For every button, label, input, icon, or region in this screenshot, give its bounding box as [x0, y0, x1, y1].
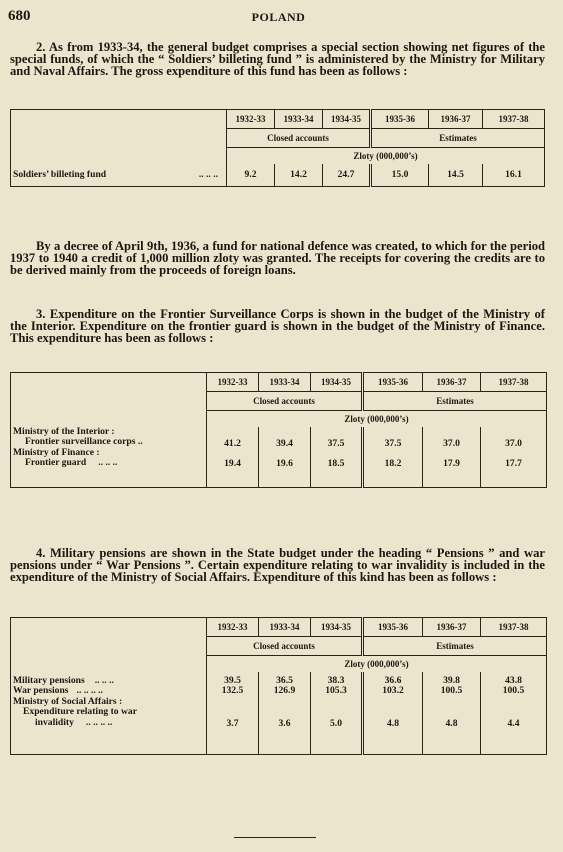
table3-year-6: 1937-38 [481, 618, 547, 637]
frontier-guard-label [13, 458, 204, 468]
expenditure-dots: .. .. .. .. [85, 716, 113, 728]
table3-row-labels [11, 672, 207, 754]
table1-year-1: 1932-33 [227, 110, 275, 129]
table1-estimates: Estimates [371, 129, 545, 148]
table3-value-col [363, 672, 423, 754]
table3-value: 3.6 [278, 717, 291, 729]
table2-estimates: Estimates [363, 392, 547, 411]
table2-value-col [363, 427, 423, 487]
table2-stub-header [11, 373, 207, 411]
table2-closed-accounts: Closed accounts [207, 392, 363, 411]
table1-value: 14.5 [429, 164, 483, 186]
table3-closed-accounts: Closed accounts [207, 637, 363, 656]
paragraph-2-text: 2. As from 1933-34, the general budget comprises a special section showing net figures of the special funds, of which the “ Soldiers’ billeting fund ” is administered by the Ministry for Military and Naval Affairs. The gross expenditure of this fund has been as follows : [10, 40, 545, 79]
table2-row-labels [11, 427, 207, 487]
table2-value-col [311, 427, 363, 487]
footer-rule [234, 837, 316, 838]
ministry-finance-label: Ministry of Finance : [13, 446, 100, 458]
page-number: 680 [8, 8, 31, 24]
table2-year-4: 1935-36 [363, 373, 423, 392]
expenditure-label-2 [13, 718, 204, 728]
table2-value-col [423, 427, 481, 487]
table2-value: 37.0 [505, 438, 522, 449]
table2-value: 17.7 [505, 458, 522, 470]
frontier-table [10, 372, 547, 488]
page-header [8, 8, 549, 26]
table2-year-5: 1936-37 [423, 373, 481, 392]
table2-value-col [481, 427, 547, 487]
table2-value: 17.9 [443, 458, 460, 470]
table3-value: 4.8 [445, 717, 458, 729]
page-title: POLAND [251, 10, 306, 24]
table1-year-5: 1936-37 [429, 110, 483, 129]
war-pensions-dots: .. .. .. .. [76, 685, 103, 697]
paragraph-2 [10, 41, 545, 78]
table3-value-col [481, 672, 547, 754]
table2-value: 41.2 [224, 438, 241, 449]
table2-year-2: 1933-34 [259, 373, 311, 392]
table3-value-col [207, 672, 259, 754]
table3-year-4: 1935-36 [363, 618, 423, 637]
table1-value: 16.1 [483, 164, 545, 186]
table3-value: 5.0 [330, 717, 342, 729]
paragraph-3-text: 3. Expenditure on the Frontier Surveillance Corps is shown in the budget of the Ministry of the Interior. Expenditure on the frontier guard is shown in the budget of the Ministry of Finance. This expenditure has been as follows : [10, 307, 545, 346]
table3-value: 36.6 [384, 675, 402, 686]
table1-value: 9.2 [227, 164, 275, 186]
war-pensions-text: War pensions [13, 685, 69, 697]
table3-value: 3.7 [226, 717, 239, 729]
table2-value: 37.0 [443, 438, 460, 449]
paragraph-3 [10, 308, 545, 345]
table1-year-4: 1935-36 [371, 110, 429, 129]
table2-value: 37.5 [327, 438, 345, 449]
table3-value: 38.3 [327, 675, 345, 686]
table1-value: 24.7 [323, 164, 371, 186]
military-pensions-text: Military pensions [13, 675, 85, 686]
table3-estimates: Estimates [363, 637, 547, 656]
table3-value-col [259, 672, 311, 754]
table2-value: 37.5 [384, 438, 402, 449]
table1-year-2: 1933-34 [275, 110, 323, 129]
table3-spacer [11, 656, 207, 673]
table1-closed-accounts: Closed accounts [227, 129, 371, 148]
table1-spacer [11, 148, 227, 165]
table3-value-col [311, 672, 363, 754]
table3-value: 39.5 [224, 675, 241, 686]
table3-value: 100.5 [440, 685, 463, 697]
table3-year-5: 1936-37 [423, 618, 481, 637]
paragraph-decree [10, 240, 545, 277]
soldiers-billeting-table [10, 109, 545, 187]
table2-value-col [207, 427, 259, 487]
expenditure-label-1: Expenditure relating to war [23, 706, 137, 718]
table3-value: 36.5 [276, 675, 293, 686]
table3-unit: Zloty (000,000’s) [207, 656, 547, 673]
table3-year-3: 1934-35 [311, 618, 363, 637]
paragraph-decree-text: By a decree of April 9th, 1936, a fund for national defence was created, to which for the period 1937 to 1940 a credit of 1,000 million zloty was granted. The receipts for covering the credits are to be derived mainly from the proceeds of foreign loans. [10, 239, 545, 278]
paragraph-4-text: 4. Military pensions are shown in the State budget under the heading “ Pensions ” and war pensions under “ War Pensions ”. Certain expenditure relating to war invalidity is included in the expenditure of the Ministry of Social Affairs. Expenditure of this kind has been as follows : [10, 546, 545, 585]
table3-value: 126.9 [273, 685, 296, 697]
expenditure-line2-text: invalidity [35, 716, 74, 728]
ministry-social-label: Ministry of Social Affairs : [13, 695, 123, 707]
table1-value: 14.2 [275, 164, 323, 186]
table2-value: 18.5 [327, 458, 345, 470]
table3-value: 105.3 [325, 685, 347, 697]
table2-value: 19.6 [276, 458, 293, 470]
table2-value-col [259, 427, 311, 487]
paragraph-4 [10, 547, 545, 584]
table1-value: 15.0 [371, 164, 429, 186]
frontier-corps-label: Frontier surveillance corps .. [25, 436, 143, 448]
table2-value: 39.4 [276, 438, 293, 449]
table1-leader-dots: .. .. .. [198, 168, 218, 180]
table2-spacer [11, 411, 207, 428]
table1-unit: Zloty (000,000’s) [227, 148, 545, 165]
table3-value: 39.8 [443, 675, 460, 686]
table2-year-6: 1937-38 [481, 373, 547, 392]
frontier-guard-dots: .. .. .. [98, 457, 118, 469]
table3-year-2: 1933-34 [259, 618, 311, 637]
table2-year-3: 1934-35 [311, 373, 363, 392]
table3-value: 43.8 [505, 675, 522, 686]
table3-value: 4.4 [507, 717, 520, 729]
table2-unit: Zloty (000,000’s) [207, 411, 547, 428]
table3-year-1: 1932-33 [207, 618, 259, 637]
frontier-guard-text: Frontier guard [25, 457, 87, 469]
table1-year-6: 1937-38 [483, 110, 545, 129]
table2-year-1: 1932-33 [207, 373, 259, 392]
table3-value-col [423, 672, 481, 754]
pensions-table [10, 617, 547, 755]
table3-value: 4.8 [387, 717, 399, 729]
table3-stub-header [11, 618, 207, 656]
ministry-interior-label: Ministry of the Interior : [13, 426, 115, 437]
table1-stub-header [11, 110, 227, 148]
table3-value: 132.5 [221, 685, 244, 697]
table2-value: 19.4 [224, 458, 241, 470]
military-pensions-dots: .. .. .. [94, 675, 114, 686]
soldiers-billeting-label: Soldiers’ billeting fund [13, 168, 107, 180]
table3-value: 100.5 [502, 685, 525, 697]
table3-value: 103.2 [382, 685, 404, 697]
table1-row-label [11, 164, 227, 186]
table1-year-3: 1934-35 [323, 110, 371, 129]
table2-value: 18.2 [384, 458, 402, 470]
